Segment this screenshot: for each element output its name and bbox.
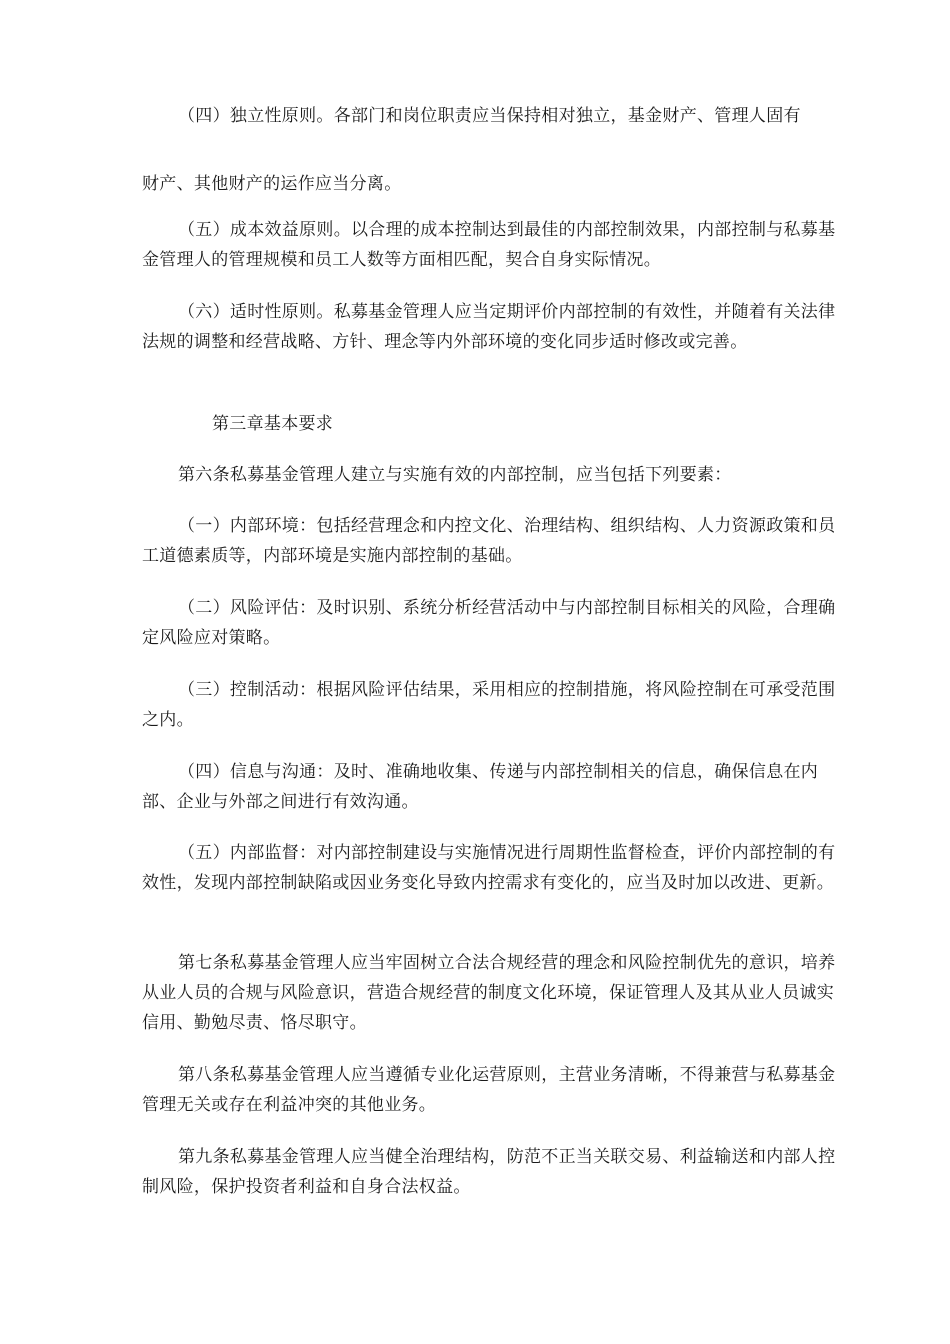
paragraph-independence-principle: （四）独立性原则。各部门和岗位职责应当保持相对独立，基金财产、管理人固有	[178, 106, 801, 126]
item-internal-supervision: （五）内部监督：对内部控制建设与实施情况进行周期性监督检查，评价内部控制的有效性，发现内部控制缺陷或因业务变化导致内控需求有变化的，应当及时加以改进、更新。	[142, 843, 836, 893]
article-nine: 第九条私募基金管理人应当健全治理结构，防范不正当关联交易、利益输送和内部人控制风险，保护投资者利益和自身合法权益。	[142, 1147, 836, 1197]
item-internal-environment: （一）内部环境：包括经营理念和内控文化、治理结构、组织结构、人力资源政策和员工道德素质等，内部环境是实施内部控制的基础。	[142, 516, 836, 566]
article-eight: 第八条私募基金管理人应当遵循专业化运营原则，主营业务清晰，不得兼营与私募基金管理无关或存在利益冲突的其他业务。	[142, 1065, 836, 1115]
item-control-activities: （三）控制活动：根据风险评估结果，采用相应的控制措施，将风险控制在可承受范围之内。	[142, 680, 836, 730]
paragraph-independence-continued: 财产、其他财产的运作应当分离。	[142, 174, 402, 194]
article-six: 第六条私募基金管理人建立与实施有效的内部控制，应当包括下列要素：	[178, 465, 732, 485]
chapter-heading: 第三章基本要求	[212, 414, 334, 434]
article-seven: 第七条私募基金管理人应当牢固树立合法合规经营的理念和风险控制优先的意识，培养从业人员的合规与风险意识，营造合规经营的制度文化环境，保证管理人及其从业人员诚实信用、勤勉尽责、恪尽职守。	[142, 953, 836, 1033]
item-risk-assessment: （二）风险评估：及时识别、系统分析经营活动中与内部控制目标相关的风险，合理确定风险应对策略。	[142, 598, 836, 648]
item-information-communication: （四）信息与沟通：及时、准确地收集、传递与内部控制相关的信息，确保信息在内部、企业与外部之间进行有效沟通。	[142, 762, 819, 812]
paragraph-timeliness-principle: （六）适时性原则。私募基金管理人应当定期评价内部控制的有效性，并随着有关法律法规的调整和经营战略、方针、理念等内外部环境的变化同步适时修改或完善。	[142, 302, 836, 352]
paragraph-cost-benefit-principle: （五）成本效益原则。以合理的成本控制达到最佳的内部控制效果，内部控制与私募基金管理人的管理规模和员工人数等方面相匹配，契合自身实际情况。	[142, 220, 836, 270]
